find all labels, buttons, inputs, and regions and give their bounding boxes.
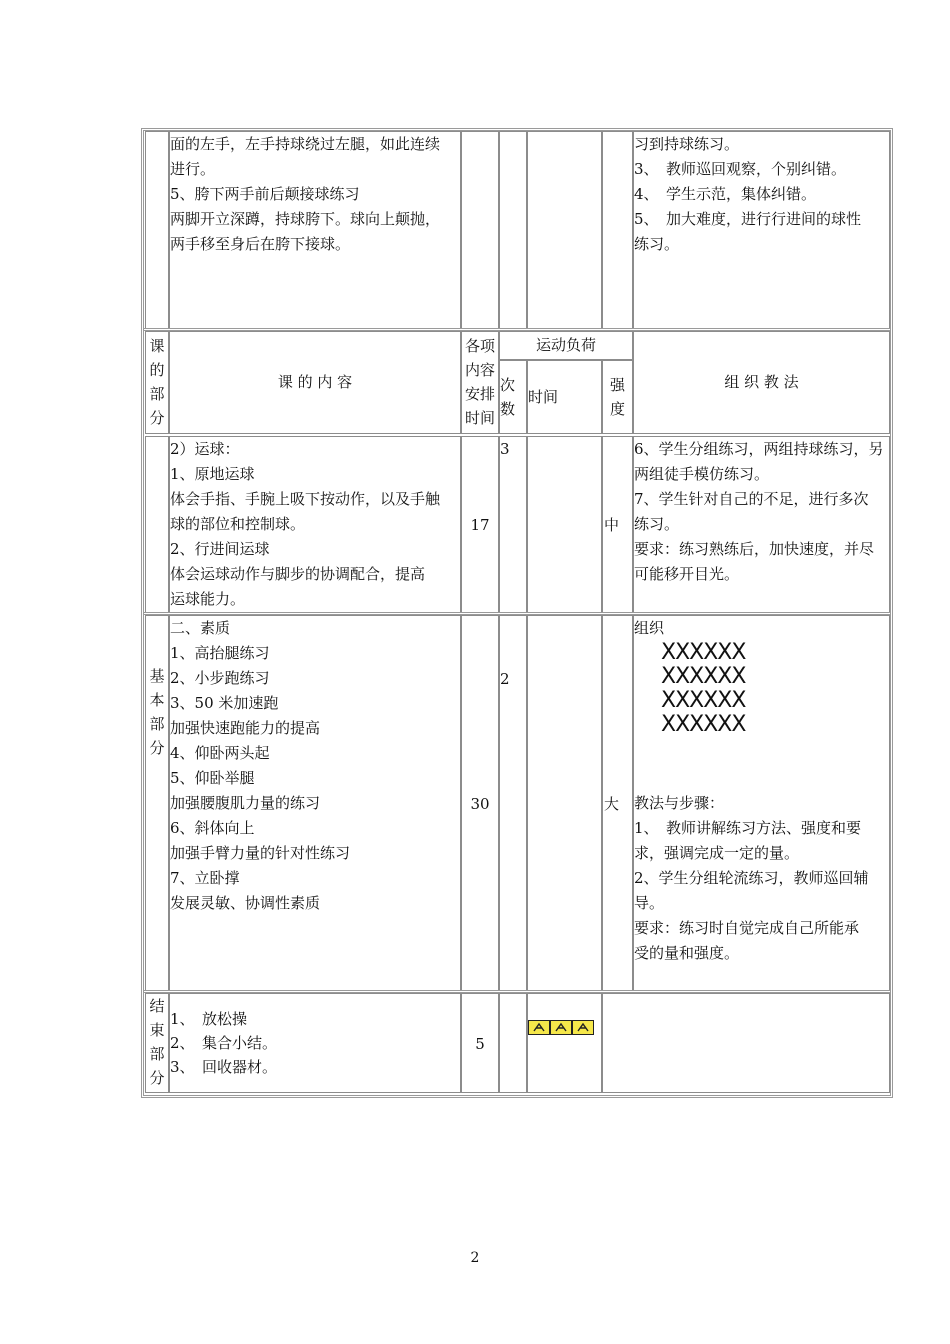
ending-content-cell [169,993,461,1093]
dribble-content-line: 体会运球动作与脚步的协调配合，提高 [170,565,426,583]
basic-method-line: 教法与步骤： [634,794,725,812]
header-part-cell [145,331,169,434]
basic-part-char: 分 [149,739,165,757]
ending-content-line: 1、 放松操 [170,1010,248,1028]
basic-count-value: 2 [500,670,510,688]
dribble-method-line: 7、学生针对自己的不足，进行多次 [634,490,869,508]
dribble-count-value: 3 [500,440,510,458]
decorative-icon-strip [528,1020,594,1035]
basic-method-line: 要求：练习时自觉完成自己所能承 [634,919,860,937]
header-time-line: 内容 [464,361,495,379]
basic-time-value: 30 [470,795,490,813]
dribble-method-line: 两组徒手模仿练习。 [634,465,770,483]
basic-content-line: 加强快速跑能力的提高 [170,719,321,737]
dribble-content-line: 体会手指、手腕上吸下按动作，以及手触 [170,490,441,508]
header-load-cell [499,331,633,360]
top-content-line: 面的左手，左手持球绕过左腿，如此连续 [170,135,441,153]
top-intensity-cell [602,131,633,329]
top-method-cell [633,131,890,329]
dribble-method-line: 可能移开目光。 [634,565,740,583]
top-count-cell [499,131,527,329]
basic-content-line: 6、斜体向上 [170,819,255,837]
basic-content-line: 二、素质 [170,619,231,637]
header-intensity-cell [602,360,633,434]
basic-method-line: 2、学生分组轮流练习，教师巡回辅 [634,869,869,887]
basic-content-line: 发展灵敏、协调性素质 [170,894,321,912]
header-duration-cell [527,360,602,434]
basic-count-cell [499,615,527,991]
header-count-cell [499,360,527,434]
ending-part-char: 结 [149,997,165,1015]
ending-method-cell [602,993,890,1093]
header-part-char: 部 [149,385,165,403]
ending-content-line: 3、 回收器材。 [170,1058,278,1076]
dribble-method-line: 练习。 [634,515,680,533]
header-time-line: 各项 [464,337,495,355]
basic-content-line: 4、仰卧两头起 [170,744,270,762]
basic-content-line: 5、仰卧举腿 [170,769,255,787]
header-count-char: 次 [500,376,516,394]
dribble-content-line: 球的部位和控制球。 [170,515,306,533]
dribble-intensity-value: 中 [604,516,620,534]
header-time-line: 安排 [464,385,495,403]
top-content-line: 5、胯下两手前后颠接球练习 [170,185,360,203]
dribble-content-cell [169,436,461,613]
ribbon-icon [550,1020,572,1035]
basic-part-cell [145,615,169,991]
ribbon-icon [528,1020,550,1035]
top-method-line: 练习。 [634,235,680,253]
header-intensity-char: 强 [609,376,625,394]
ending-time-value: 5 [475,1035,485,1053]
formation-row: XXXXXX [661,712,746,737]
basic-intensity-value: 大 [604,795,620,813]
header-load-label: 运动负荷 [535,336,596,354]
basic-method-block [634,791,889,966]
ending-part-cell [145,993,169,1093]
ribbon-icon [572,1020,594,1035]
header-intensity-char: 度 [609,400,625,418]
basic-content-line: 1、高抬腿练习 [170,644,270,662]
ending-part-char: 束 [149,1021,165,1039]
dribble-method-line: 要求：练习熟练后，加快速度，并尽 [634,540,875,558]
basic-part-char: 本 [149,691,165,709]
formation-row: XXXXXX [661,664,746,689]
header-time-cell [461,331,499,434]
dribble-method-line: 6、学生分组练习，两组持球练习，另 [634,440,884,458]
basic-method-line: 求，强调完成一定的量。 [634,844,800,862]
header-content-cell [169,331,461,434]
top-content-line: 进行。 [170,160,216,178]
header-count-char: 数 [500,400,516,418]
dribble-content-line: 1、原地运球 [170,465,255,483]
ending-count-cell [499,993,527,1093]
basic-part-char: 基 [149,667,165,685]
basic-content-line: 2、小步跑练习 [170,669,270,687]
header-time-line: 时间 [464,409,495,427]
top-method-line: 4、 学生示范，集体纠错。 [634,185,817,203]
header-content-label: 课 的 内 容 [277,373,353,391]
ending-content-line: 2、 集合小结。 [170,1034,278,1052]
header-method-cell [633,331,890,434]
basic-part-char: 部 [149,715,165,733]
dribble-content-line: 运球能力。 [170,590,246,608]
basic-method-line: 受的量和强度。 [634,944,740,962]
basic-duration-cell [527,615,602,991]
top-content-cell [169,131,461,329]
top-content-line: 两手移至身后在胯下接球。 [170,235,351,253]
header-part-char: 的 [149,361,165,379]
top-part-cell [145,131,169,329]
dribble-duration-cell [527,436,602,613]
top-time-cell [461,131,499,329]
ending-part-char: 分 [149,1069,165,1087]
basic-content-line: 7、立卧撑 [170,869,240,887]
header-part-char: 分 [149,409,165,427]
basic-content-line: 加强腰腹肌力量的练习 [170,794,321,812]
basic-content-line: 加强手臂力量的针对性练习 [170,844,351,862]
formation-row: XXXXXX [661,640,746,665]
formation-diagram [634,641,889,737]
dribble-content-line: 2、行进间运球 [170,540,270,558]
top-duration-cell [527,131,602,329]
top-method-line: 5、 加大难度，进行行进间的球性 [634,210,862,228]
dribble-part-cell [145,436,169,613]
basic-content-line: 3、50 米加速跑 [170,694,279,712]
dribble-count-cell [499,436,527,613]
basic-org-label: 组织 [634,619,665,637]
ending-time-cell [461,993,499,1093]
header-part-char: 课 [149,337,165,355]
header-method-label: 组 织 教 法 [724,373,799,391]
header-duration-label: 时间 [528,388,559,406]
basic-intensity-cell [602,615,633,991]
basic-method-line: 导。 [634,894,665,912]
basic-time-cell [461,615,499,991]
page-number: 2 [470,1250,480,1266]
ending-duration-cell [527,993,602,1093]
dribble-content-line: 2）运球： [170,440,240,458]
basic-content-cell [169,615,461,991]
dribble-method-cell [633,436,890,613]
top-method-line: 3、 教师巡回观察，个别纠错。 [634,160,847,178]
basic-method-line: 1、 教师讲解练习方法、强度和要 [634,819,862,837]
ending-part-char: 部 [149,1045,165,1063]
top-method-line: 习到持球练习。 [634,135,740,153]
top-content-line: 两脚开立深蹲，持球胯下。球向上颠抛， [170,210,441,228]
formation-row: XXXXXX [661,688,746,713]
basic-method-cell [633,615,890,991]
dribble-time-value: 17 [470,516,490,534]
dribble-time-cell [461,436,499,613]
dribble-intensity-cell [602,436,633,613]
